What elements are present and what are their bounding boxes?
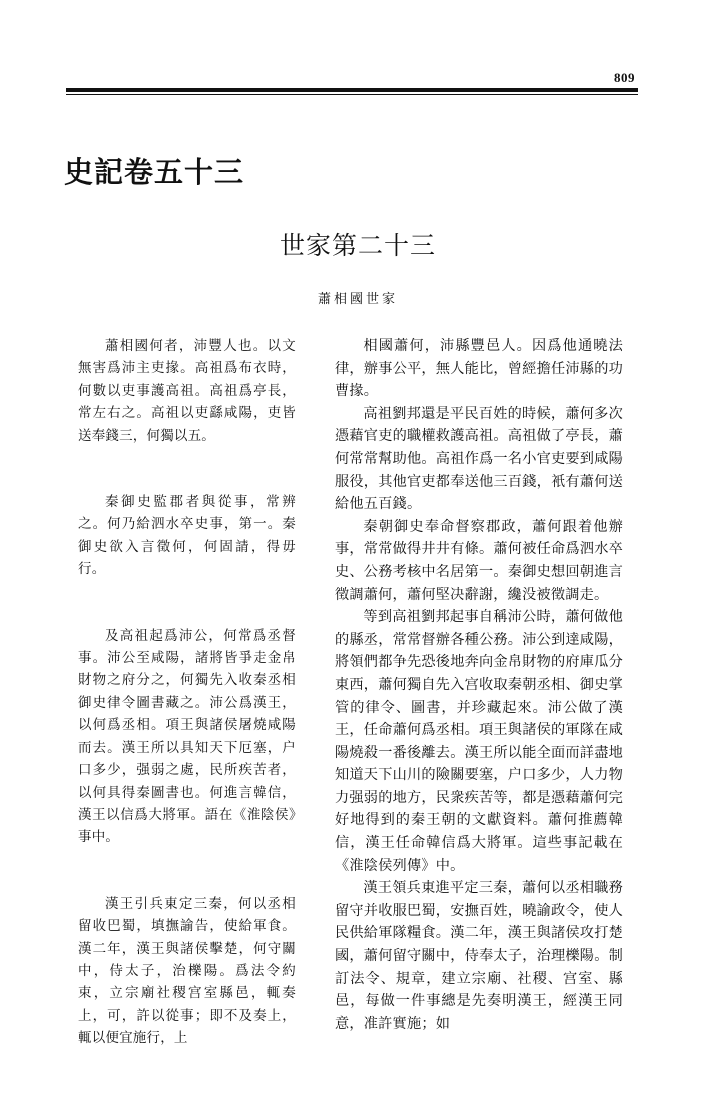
section-title: 世家第二十三 [279, 231, 436, 260]
chapter-title: 蕭相國世家 [317, 292, 398, 307]
original-paragraph: 秦御史監郡者與從事，常辨之。何乃給泗水卒史事，第一。秦御史欲入言徵何，何固請，得毋行。 [78, 494, 296, 578]
translation-paragraph: 秦朝御史奉命督察郡政，蕭何跟着他辦事，常常做得井井有條。蕭何被任命爲泗水卒史、公務考核中名居第一。秦御史想回朝進言徵調蕭何，蕭何堅决辭謝，纔没被徵調走。 [335, 518, 623, 603]
original-paragraph: 蕭相國何者，沛豐人也。以文無害爲沛主吏掾。高祖爲布衣時，何數以吏事護高祖。高祖爲亭長，常左右之。高祖以吏繇咸陽，吏皆送奉錢三，何獨以五。 [78, 338, 296, 444]
header-rule-thick [66, 88, 638, 92]
original-paragraph: 及高祖起爲沛公，何常爲丞督事。沛公至咸陽，諸將皆爭走金帛財物之府分之，何獨先入收秦丞相御史律令圖書藏之。沛公爲漢王，以何爲丞相。項王與諸侯屠燒咸陽而去。漢王所以具知天下厄塞，户口多少，强弱之處，民所疾苦者，以何具得秦圖書也。何進言韓信，漢王以信爲大將軍。語在《淮陰侯》事中。 [78, 627, 296, 846]
header-rule-thin [66, 94, 638, 95]
original-text-column [78, 335, 296, 1094]
page-number: 809 [614, 70, 635, 85]
original-paragraph: 漢王引兵東定三秦，何以丞相留收巴蜀，填撫諭告，使給軍食。漢二年，漢王與諸侯擊楚，何守關中，侍太子，治櫟陽。爲法令約束，立宗廟社稷宫室縣邑，輒奏上，可，許以從事；即不及奏上，輒以便宜施行，上 [78, 895, 296, 1047]
translation-paragraph: 高祖劉邦還是平民百姓的時候，蕭何多次憑藉官吏的職權救護高祖。高祖做了亭長，蕭何常常幫助他。高祖作爲一名小官吏要到咸陽服役，其他官吏都奉送他三百錢，衹有蕭何送給他五百錢。 [335, 405, 623, 513]
translation-paragraph: 等到高祖劉邦起事自稱沛公時，蕭何做他的縣丞，常常督辦各種公務。沛公到達咸陽，將領們都争先恐後地奔向金帛財物的府庫瓜分東西，蕭何獨自先入宫收取秦朝丞相、御史掌管的律令、圖書，并珍藏起來。沛公做了漢王，任命蕭何爲丞相。項王與諸侯的軍隊在咸陽燒殺一番後離去。漢王所以能全面而詳盡地知道天下山川的險關要塞，户口多少，人力物力强弱的地方，民衆疾苦等，都是憑藉蕭何完好地得到的秦王朝的文獻資料。蕭何推薦韓信，漢王任命韓信爲大將軍。這些事記載在《淮陰侯列傳》中。 [335, 609, 623, 874]
volume-title: 史記卷五十三 [64, 155, 245, 189]
translation-column [335, 335, 623, 1035]
translation-paragraph: 相國蕭何，沛縣豐邑人。因爲他通曉法律，辦事公平，無人能比，曾經擔任沛縣的功曹掾。 [335, 338, 623, 400]
translation-paragraph: 漢王領兵東進平定三秦，蕭何以丞相職務留守并收服巴蜀，安撫百姓，曉諭政令，使人民供給軍隊糧食。漢二年，漢王與諸侯攻打楚國，蕭何留守關中，侍奉太子，治理櫟陽。制訂法令、規章，建立宗廟、社稷、宫室、縣邑，每做一件事總是先奏明漢王，經漢王同意，准許實施；如 [335, 880, 623, 1032]
